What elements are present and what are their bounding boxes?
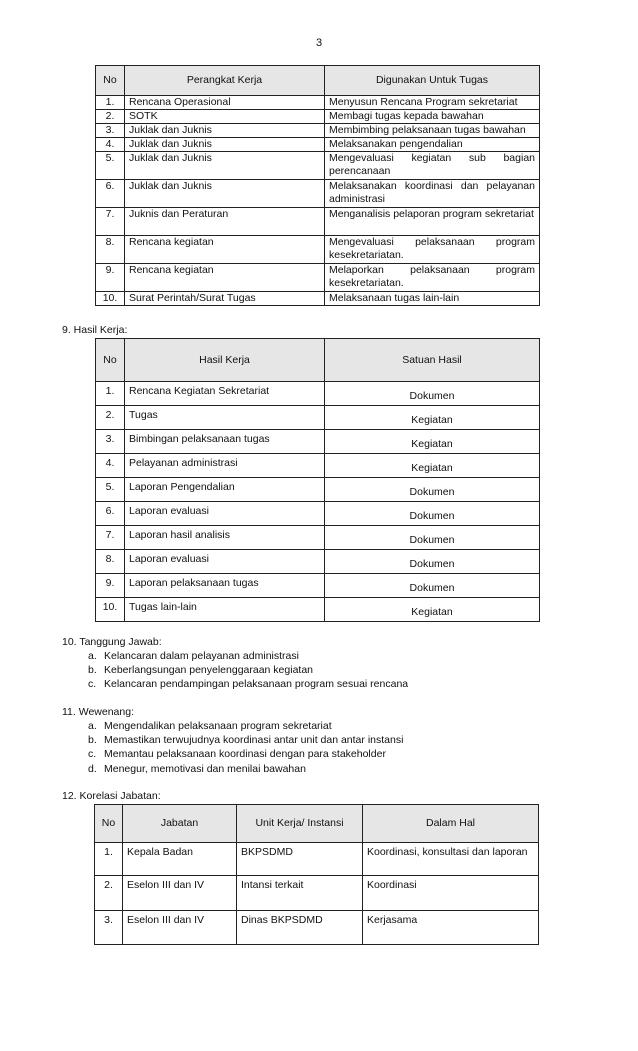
page-number: 3 xyxy=(315,37,323,49)
tanggung-jawab-list xyxy=(88,649,408,692)
row-perangkat: Juknis dan Peraturan xyxy=(125,208,325,236)
row-no: 5. xyxy=(96,478,125,502)
row-hasil-kerja: Pelayanan administrasi xyxy=(125,454,325,478)
row-hasil-kerja: Rencana Kegiatan Sekretariat xyxy=(125,382,325,406)
row-dalam-hal: Kerjasama xyxy=(363,911,539,945)
list-marker: a. xyxy=(88,720,97,732)
row-tugas: Melaksanaan tugas lain-lain xyxy=(325,292,540,306)
row-satuan-hasil: Dokumen xyxy=(325,526,540,550)
section-heading-hasil-kerja: 9. Hasil Kerja: xyxy=(62,324,128,336)
list-item-text: Mengendalikan pelaksanaan program sekretariat xyxy=(104,720,332,732)
table-row xyxy=(96,430,540,454)
row-no: 1. xyxy=(96,382,125,406)
table-row xyxy=(96,292,540,306)
row-hasil-kerja: Laporan evaluasi xyxy=(125,502,325,526)
header-digunakan-untuk-tugas: Digunakan Untuk Tugas xyxy=(325,66,540,96)
table-row xyxy=(96,526,540,550)
row-satuan-hasil: Dokumen xyxy=(325,574,540,598)
row-no: 2. xyxy=(96,406,125,430)
row-no: 6. xyxy=(96,180,125,208)
list-item xyxy=(88,677,408,691)
korelasi-jabatan-table xyxy=(94,804,539,945)
row-hasil-kerja: Tugas lain-lain xyxy=(125,598,325,622)
table-row xyxy=(96,180,540,208)
row-satuan-hasil: Dokumen xyxy=(325,382,540,406)
row-jabatan: Kepala Badan xyxy=(123,843,237,876)
wewenang-list xyxy=(88,719,403,776)
row-satuan-hasil: Dokumen xyxy=(325,550,540,574)
row-tugas: Membagi tugas kepada bawahan xyxy=(325,110,540,124)
row-no: 3. xyxy=(95,911,123,945)
row-tugas: Melaporkan pelaksanaan program kesekretariatan. xyxy=(325,264,540,292)
row-no: 2. xyxy=(96,110,125,124)
row-no: 8. xyxy=(96,550,125,574)
list-item xyxy=(88,733,403,747)
table-row xyxy=(96,208,540,236)
table-row xyxy=(96,454,540,478)
table-row xyxy=(96,574,540,598)
row-satuan-hasil: Kegiatan xyxy=(325,454,540,478)
row-satuan-hasil: Dokumen xyxy=(325,478,540,502)
list-item-text: Memastikan terwujudnya koordinasi antar unit dan antar instansi xyxy=(104,734,404,747)
row-no: 9. xyxy=(96,574,125,598)
header-hasil-kerja: Hasil Kerja xyxy=(125,339,325,382)
list-item xyxy=(88,747,403,761)
row-perangkat: Juklak dan Juknis xyxy=(125,124,325,138)
header-no: No xyxy=(95,805,123,843)
table-row xyxy=(96,236,540,264)
table-header-row xyxy=(96,66,540,96)
row-no: 4. xyxy=(96,138,125,152)
list-item xyxy=(88,719,403,733)
row-no: 1. xyxy=(96,96,125,110)
row-tugas: Membimbing pelaksanaan tugas bawahan xyxy=(325,124,540,138)
list-item-text: Kelancaran pendampingan pelaksanaan program sesuai rencana xyxy=(104,678,409,691)
list-item-text: Menegur, memotivasi dan menilai bawahan xyxy=(104,762,306,775)
list-item-text: Keberlangsungan penyelenggaraan kegiatan xyxy=(104,664,314,677)
table-row xyxy=(96,382,540,406)
row-tugas: Menganalisis pelaporan program sekretariat xyxy=(325,208,540,236)
row-perangkat: SOTK xyxy=(125,110,325,124)
section-heading-tanggung-jawab: 10. Tanggung Jawab: xyxy=(62,636,162,648)
list-item xyxy=(88,649,408,663)
row-unit-kerja: Intansi terkait xyxy=(237,876,363,911)
table-row xyxy=(95,876,539,911)
hasil-kerja-table xyxy=(95,338,540,622)
list-marker: c. xyxy=(88,678,97,691)
row-perangkat: Juklak dan Juknis xyxy=(125,138,325,152)
section-heading-wewenang: 11. Wewenang: xyxy=(62,706,134,718)
table-row xyxy=(95,911,539,945)
row-no: 6. xyxy=(96,502,125,526)
list-item-text: Kelancaran dalam pelayanan administrasi xyxy=(104,650,299,662)
row-satuan-hasil: Kegiatan xyxy=(325,430,540,454)
table-row xyxy=(96,96,540,110)
row-perangkat: Juklak dan Juknis xyxy=(125,180,325,208)
row-no: 4. xyxy=(96,454,125,478)
header-no: No xyxy=(96,339,125,382)
row-hasil-kerja: Laporan pelaksanaan tugas xyxy=(125,574,325,598)
list-marker: b. xyxy=(88,734,97,747)
row-tugas: Menyusun Rencana Program sekretariat xyxy=(325,96,540,110)
row-hasil-kerja: Laporan evaluasi xyxy=(125,550,325,574)
row-jabatan: Eselon III dan IV xyxy=(123,876,237,911)
header-unit-kerja: Unit Kerja/ Instansi xyxy=(237,805,363,843)
row-no: 8. xyxy=(96,236,125,264)
table-row xyxy=(96,478,540,502)
row-perangkat: Rencana kegiatan xyxy=(125,264,325,292)
row-perangkat: Juklak dan Juknis xyxy=(125,152,325,180)
list-item-text: Memantau pelaksanaan koordinasi dengan para stakeholder xyxy=(104,748,386,761)
table-row xyxy=(96,264,540,292)
row-no: 9. xyxy=(96,264,125,292)
list-item xyxy=(88,663,408,677)
section-heading-korelasi-jabatan: 12. Korelasi Jabatan: xyxy=(62,790,161,802)
row-hasil-kerja: Laporan Pengendalian xyxy=(125,478,325,502)
list-marker: a. xyxy=(88,650,97,662)
row-tugas: Melaksanakan koordinasi dan pelayanan administrasi xyxy=(325,180,540,208)
row-hasil-kerja: Tugas xyxy=(125,406,325,430)
perangkat-kerja-table xyxy=(95,65,540,306)
row-unit-kerja: Dinas BKPSDMD xyxy=(237,911,363,945)
header-jabatan: Jabatan xyxy=(123,805,237,843)
row-tugas: Melaksanakan pengendalian xyxy=(325,138,540,152)
row-hasil-kerja: Laporan hasil analisis xyxy=(125,526,325,550)
table-row xyxy=(96,550,540,574)
row-no: 5. xyxy=(96,152,125,180)
row-no: 10. xyxy=(96,292,125,306)
header-no: No xyxy=(96,66,125,96)
row-jabatan: Eselon III dan IV xyxy=(123,911,237,945)
row-satuan-hasil: Dokumen xyxy=(325,502,540,526)
list-marker: c. xyxy=(88,748,97,761)
list-marker: d. xyxy=(88,762,97,775)
row-satuan-hasil: Kegiatan xyxy=(325,598,540,622)
list-marker: b. xyxy=(88,664,97,677)
header-dalam-hal: Dalam Hal xyxy=(363,805,539,843)
table-row xyxy=(96,110,540,124)
row-dalam-hal: Koordinasi xyxy=(363,876,539,911)
row-perangkat: Rencana Operasional xyxy=(125,96,325,110)
header-satuan-hasil: Satuan Hasil xyxy=(325,339,540,382)
table-row xyxy=(95,843,539,876)
row-no: 1. xyxy=(95,843,123,876)
table-row xyxy=(96,138,540,152)
row-hasil-kerja: Bimbingan pelaksanaan tugas xyxy=(125,430,325,454)
row-no: 7. xyxy=(96,208,125,236)
row-tugas: Mengevaluasi kegiatan sub bagian perencanaan xyxy=(325,152,540,180)
row-no: 3. xyxy=(96,124,125,138)
row-satuan-hasil: Kegiatan xyxy=(325,406,540,430)
table-row xyxy=(96,124,540,138)
table-row xyxy=(96,502,540,526)
row-perangkat: Rencana kegiatan xyxy=(125,236,325,264)
table-row xyxy=(96,598,540,622)
row-dalam-hal: Koordinasi, konsultasi dan laporan xyxy=(363,843,539,876)
row-perangkat: Surat Perintah/Surat Tugas xyxy=(125,292,325,306)
table-row xyxy=(96,152,540,180)
list-item xyxy=(88,762,403,776)
row-unit-kerja: BKPSDMD xyxy=(237,843,363,876)
row-no: 10. xyxy=(96,598,125,622)
table-header-row xyxy=(96,339,540,382)
row-no: 2. xyxy=(95,876,123,911)
table-header-row xyxy=(95,805,539,843)
row-no: 7. xyxy=(96,526,125,550)
header-perangkat-kerja: Perangkat Kerja xyxy=(125,66,325,96)
row-tugas: Mengevaluasi pelaksanaan program kesekretariatan. xyxy=(325,236,540,264)
row-no: 3. xyxy=(96,430,125,454)
table-row xyxy=(96,406,540,430)
